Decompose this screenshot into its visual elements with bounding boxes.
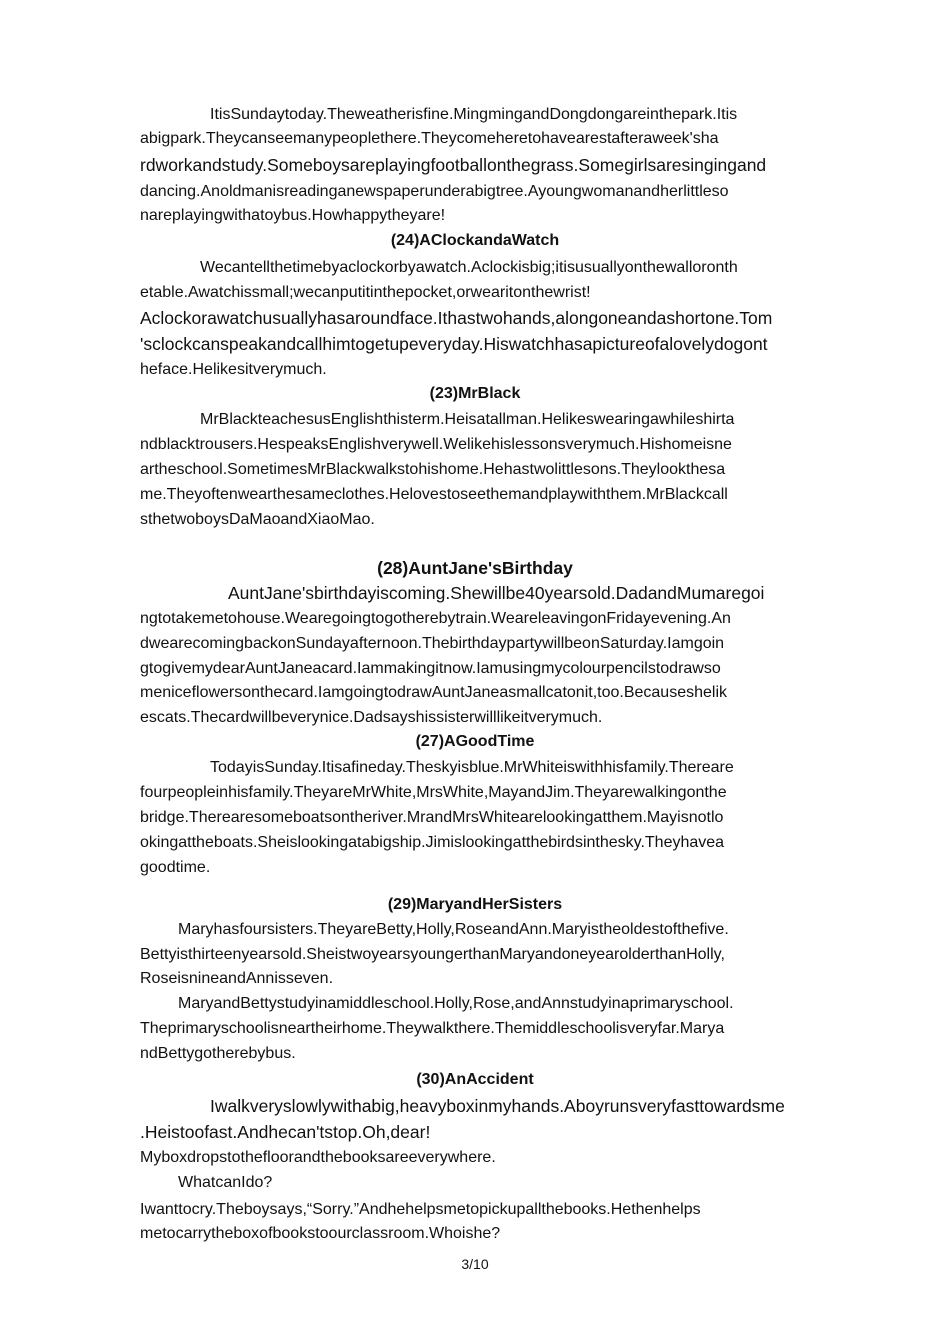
paragraph-line: AuntJane'sbirthdayiscoming.Shewillbe40yearsold.DadandMumaregoi: [228, 583, 765, 603]
paragraph-line: Iwanttocry.Theboysays,“Sorry.”Andhehelpsmetopickupallthebooks.Hethenhelps: [140, 1201, 701, 1218]
paragraph-line: rdworkandstudy.Someboysareplayingfootballonthegrass.Somegirlsaresingingand: [140, 155, 767, 175]
paragraph-line: MaryandBettystudyinamiddleschool.Holly,Rose,andAnnstudyinaprimaryschool.: [178, 995, 734, 1012]
paragraph-line: dancing.Anoldmanisreadinganewspaperunderabigtree.Ayoungwomanandherlittleso: [140, 183, 729, 200]
passage-title: (28)AuntJane'sBirthday: [377, 558, 573, 578]
passage-title: (29)MaryandHerSisters: [387, 896, 563, 913]
passage-title: (27)AGoodTime: [415, 733, 535, 750]
passage-title: (24)AClockandaWatch: [390, 232, 560, 249]
paragraph-line: Theprimaryschoolisneartheirhome.Theywalkthere.Themiddleschoolisveryfar.Marya: [140, 1020, 725, 1037]
paragraph-line: ngtotakemetohouse.Wearegoingtogotherebytrain.WeareleavingonFridayevening.An: [140, 610, 731, 627]
paragraph-line: escats.Thecardwillbeverynice.Dadsayshissisterwilllikeitverymuch.: [140, 709, 603, 726]
paragraph-line: heface.Helikesitverymuch.: [140, 361, 327, 378]
paragraph-line: abigpark.Theycanseemanypeoplethere.Theycomeheretohavearestafteraweek'sha: [140, 130, 719, 147]
paragraph-line: Aclockorawatchusuallyhasaroundface.Ithastwohands,alongoneandashortone.Tom: [140, 308, 773, 328]
paragraph-line: dwearecomingbackonSundayafternoon.ThebirthdaypartywillbeonSaturday.Iamgoin: [140, 635, 725, 652]
paragraph-line: ndblacktrousers.HespeaksEnglishverywell.Welikehislessonsverymuch.Hishomeisne: [140, 436, 732, 453]
paragraph-line: .Heistoofast.Andhecan'tstop.Oh,dear!: [140, 1122, 431, 1142]
paragraph-line: Wecantellthetimebyaclockorbyawatch.Aclockisbig;itisusuallyonthewalloronth: [200, 259, 738, 276]
paragraph-line: sthetwoboysDaMaoandXiaoMao.: [140, 511, 375, 528]
paragraph-line: TodayisSunday.Itisafineday.Theskyisblue.MrWhiteiswithhisfamily.Thereare: [210, 759, 734, 776]
paragraph-line: artheschool.SometimesMrBlackwalkstohishome.Hehastwolittlesons.Theylookthesa: [140, 461, 726, 478]
paragraph-line: Bettyisthirteenyearsold.SheistwoyearsyoungerthanMaryandoneyearolderthanHolly,: [140, 946, 725, 963]
paragraph-line: RoseisnineandAnnisseven.: [140, 970, 334, 987]
paragraph-line: 'sclockcanspeakandcallhimtogetupeveryday.Hiswatchhasapictureofalovelydogont: [140, 334, 768, 354]
paragraph-line: bridge.Therearesomeboatsontheriver.MrandMrsWhitearelookingatthem.Mayisnotlo: [140, 809, 724, 826]
paragraph-line: MrBlackteachesusEnglishthisterm.Heisatallman.Helikeswearingawhileshirta: [200, 411, 735, 428]
page-number: 3/10: [461, 1256, 489, 1272]
paragraph-line: etable.Awatchissmall;wecanputitinthepocket,orwearitonthewrist!: [140, 284, 591, 301]
paragraph-line: nareplayingwithatoybus.Howhappytheyare!: [140, 207, 446, 224]
paragraph-line: gtogivemydearAuntJaneacard.Iammakingitnow.Iamusingmycolourpencilstodrawso: [140, 660, 721, 677]
paragraph-line: fourpeopleinhisfamily.TheyareMrWhite,MrsWhite,MayandJim.Theyarewalkingonthe: [140, 784, 727, 801]
paragraph-line: Maryhasfoursisters.TheyareBetty,Holly,RoseandAnn.Maryistheoldestofthefive.: [178, 921, 729, 938]
paragraph-line: ndBettygotherebybus.: [140, 1045, 296, 1062]
paragraph-line: meniceflowersonthecard.IamgoingtodrawAuntJaneasmallcatonit,too.Becauseshelik: [140, 684, 727, 701]
paragraph-line: okingattheboats.Sheislookingatabigship.Jimislookingatthebirdsinthesky.Theyhavea: [140, 834, 725, 851]
paragraph-line: WhatcanIdo?: [178, 1174, 273, 1191]
passage-title: (23)MrBlack: [429, 385, 521, 402]
paragraph-line: Iwalkveryslowlywithabig,heavyboxinmyhands.Aboyrunsveryfasttowardsme: [210, 1096, 785, 1116]
paragraph-line: metocarrytheboxofbookstoourclassroom.Whoishe?: [140, 1225, 501, 1242]
paragraph-line: me.Theyoftenwearthesameclothes.Helovestoseethemandplaywiththem.MrBlackcall: [140, 486, 728, 503]
paragraph-line: goodtime.: [140, 859, 211, 876]
passage-title: (30)AnAccident: [416, 1071, 534, 1088]
paragraph-line: Myboxdropstothefloorandthebooksareeverywhere.: [140, 1149, 496, 1166]
paragraph-line: ItisSundaytoday.Theweatherisfine.MingmingandDongdongareinthepark.Itis: [210, 106, 738, 123]
